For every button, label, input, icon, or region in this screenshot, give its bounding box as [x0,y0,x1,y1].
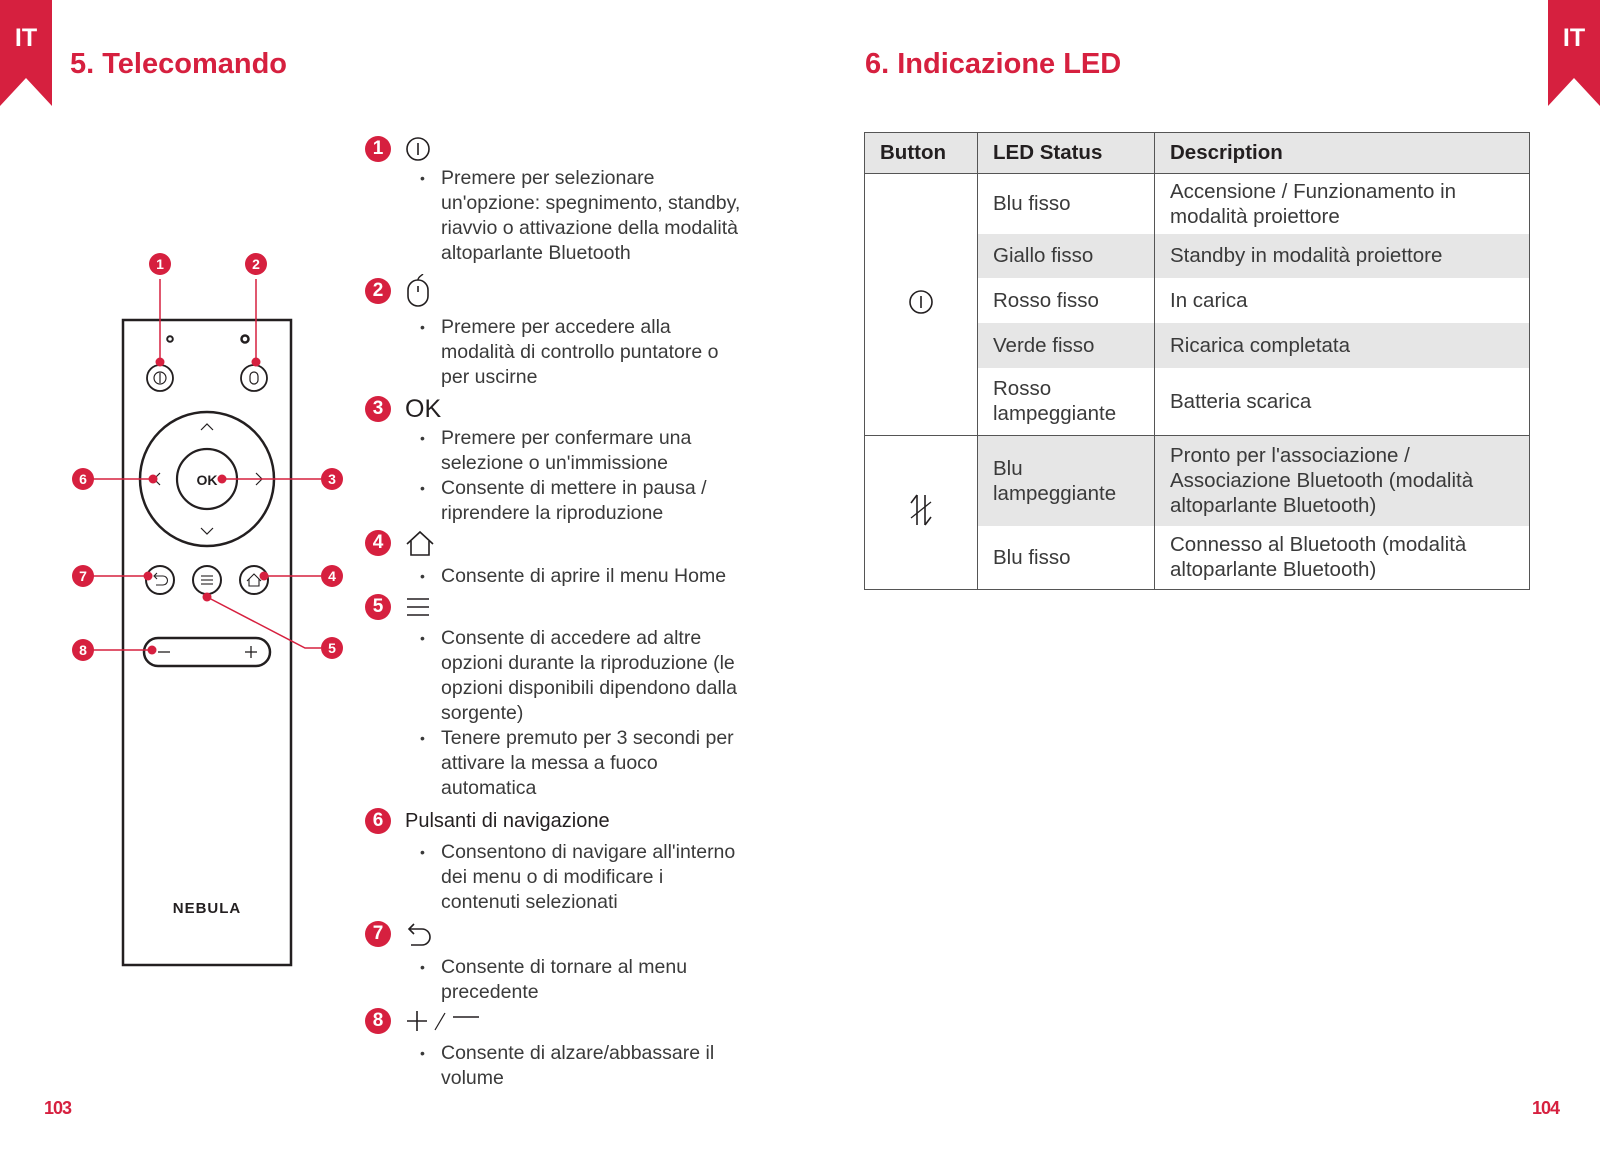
callout-1: 1 [156,256,164,272]
item-number: 4 [365,530,391,556]
item-4-bullets [420,564,742,589]
item-4-header [365,528,435,558]
language-tag: IT [14,24,38,52]
item-2-bullets [420,315,742,390]
item-number: 8 [365,1008,391,1034]
callout-2: 2 [252,256,260,272]
led-description: Accensione / Funzionamento in modalità proiettore [1155,174,1530,234]
table-row [865,436,1530,526]
item-1-bullets [420,166,742,266]
language-tab-right [1548,0,1600,106]
bullet: • Premere per accedere alla modalità di controllo puntatore o per uscirne [420,315,742,390]
item-1-header [365,134,431,164]
header-button: Button [865,133,978,174]
led-description: Standby in modalità proiettore [1155,234,1530,278]
table-header-row [865,133,1530,174]
led-status: Blu fisso [978,174,1155,234]
section-title-remote: 5. Telecomando [70,48,288,80]
callout-4: 4 [328,568,336,584]
bullet: • Premere per confermare una selezione o un'immissione [420,426,742,476]
led-description: Connesso al Bluetooth (modalità altoparlante Bluetooth) [1155,526,1530,590]
brand-logo: NEBULA [172,900,242,917]
led-status: Rosso lampeggiante [978,368,1155,436]
bullet: • Premere per selezionare un'opzione: spegnimento, standby, riavvio o attivazione della modalità altoparlante Bluetooth [420,166,742,266]
item-5-header [365,592,431,622]
led-description: In carica [1155,278,1530,323]
item-8-bullets [420,1041,742,1091]
item-number: 6 [365,808,391,834]
back-icon [405,920,433,948]
bullet: • Tenere premuto per 3 secondi per attivare la messa a fuoco automatica [420,726,742,801]
item-number: 5 [365,594,391,620]
power-icon [405,136,431,162]
item-number: 3 [365,396,391,422]
mouse-icon [405,274,431,308]
ok-label: OK [196,472,218,488]
header-led-status: LED Status [978,133,1155,174]
item-3-bullets [420,426,742,526]
callout-8: 8 [79,642,87,658]
led-status: Rosso fisso [978,278,1155,323]
item-2-header [365,276,431,306]
bullet: • Consente di tornare al menu precedente [420,955,742,1005]
item-7-header [365,919,433,949]
led-status: Verde fisso [978,323,1155,368]
item-3-header [365,394,441,424]
led-status: Giallo fisso [978,234,1155,278]
item-6-bullets [420,840,742,915]
led-status: Blu lampeggiante [978,436,1155,526]
item-5-bullets [420,626,742,801]
navigation-label: Pulsanti di navigazione [405,809,610,832]
callout-7: 7 [79,568,87,584]
power-icon [907,298,935,321]
callout-5: 5 [328,640,336,656]
item-8-header [365,1006,481,1036]
page-number-right: 104 [1532,1098,1560,1118]
section-title-led: 6. Indicazione LED [865,48,1122,80]
item-number: 7 [365,921,391,947]
callout-3: 3 [328,471,336,487]
language-tag: IT [1562,24,1586,52]
item-7-bullets [420,955,742,1005]
led-description: Batteria scarica [1155,368,1530,436]
bullet: • Consente di alzare/abbassare il volume [420,1041,742,1091]
ok-label: OK [405,394,442,423]
bullet: • Consentono di navigare all'interno dei menu o di modificare i contenuti selezionati [420,840,742,915]
item-number: 2 [365,278,391,304]
home-icon [405,529,435,557]
bluetooth-pairing-icon [907,510,935,533]
table-row [865,174,1530,234]
button-cell-power [865,174,978,436]
button-cell-bluetooth [865,436,978,590]
item-6-header [365,806,610,836]
item-number: 1 [365,136,391,162]
header-description: Description [1155,133,1530,174]
volume-plus-minus-icon [405,1008,481,1034]
bullet: • Consente di accedere ad altre opzioni durante la riproduzione (le opzioni disponibili dipendono dalla sorgente) [420,626,742,726]
page-number-left: 103 [44,1098,72,1118]
menu-icon [405,594,431,620]
led-description: Ricarica completata [1155,323,1530,368]
bullet: • Consente di mettere in pausa / riprendere la riproduzione [420,476,742,526]
led-status: Blu fisso [978,526,1155,590]
callout-6: 6 [79,471,87,487]
bullet: • Consente di aprire il menu Home [420,564,742,589]
led-indication-table [864,132,1530,590]
led-description: Pronto per l'associazione / Associazione Bluetooth (modalità altoparlante Bluetooth) [1155,436,1530,526]
remote-illustration [0,0,360,1000]
